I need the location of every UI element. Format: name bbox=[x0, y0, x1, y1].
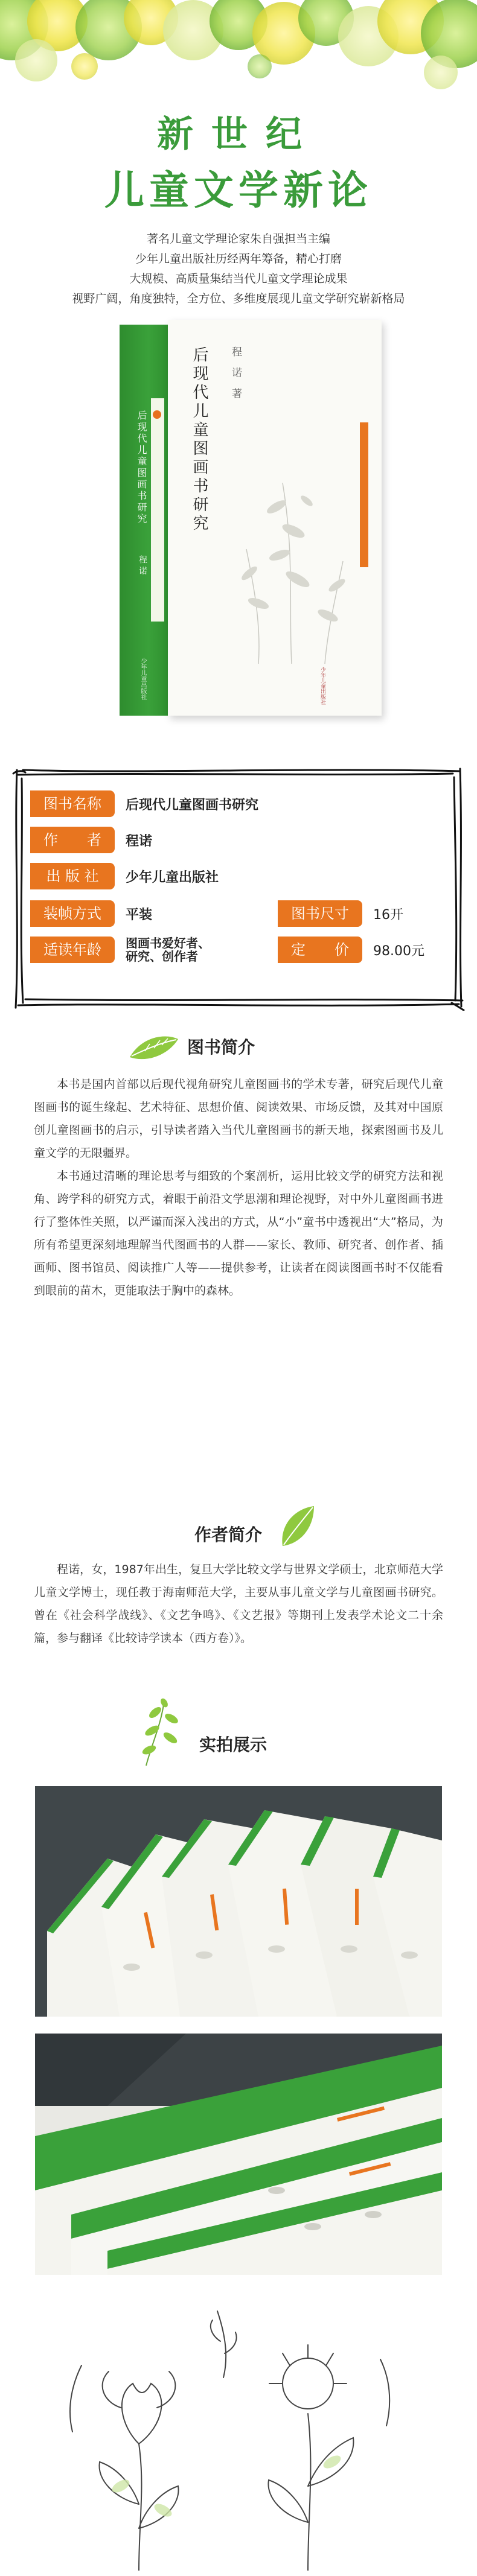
age-value-line1: 图画书爱好者、 bbox=[126, 936, 210, 950]
cover-orange-strip bbox=[360, 422, 368, 567]
book-cover-image bbox=[120, 320, 382, 716]
book-intro-paragraph: 本书通过清晰的理论思考与细致的个案剖析，运用比较文学的研究方法和视角、跨学科的研究方式，着眼于前沿文学思潮和理论视野，对中外儿童图画书进行了整体性关照，以严谨而深入浅出的方式，从“小”童书中透视出“大”格局，为所有希望更深刻地理解当代图画书的人群——家长、教师、研究者、创作者、插画师、图书馆员、阅读推广人等——提供参考，让读者在阅读图画书时不仅能看到眼前的苗木，更能取法于胸中的森林。 bbox=[34, 1169, 443, 1297]
info-row-author bbox=[30, 827, 152, 853]
price-label: 定 价 bbox=[278, 937, 362, 963]
intro-line: 少年儿童出版社历经两年筹备，精心打磨 bbox=[135, 252, 342, 266]
book-name-value: 后现代儿童图画书研究 bbox=[126, 797, 259, 813]
spine-title: 后现代儿童图画书研究 bbox=[136, 410, 147, 525]
leaf-branch-icon bbox=[128, 1694, 194, 1767]
intro-line: 著名儿童文学理论家朱自强担当主编 bbox=[146, 232, 330, 246]
spine-author: 程 诺 bbox=[138, 555, 147, 575]
hero-title-line2: 儿童文学新论 bbox=[104, 167, 373, 214]
spine-strip bbox=[151, 398, 164, 622]
size-value: 16开 bbox=[373, 907, 403, 923]
age-value-line2: 研究、创作者 bbox=[126, 949, 198, 964]
spine-dot bbox=[153, 410, 161, 419]
intro-lines bbox=[0, 229, 477, 309]
cover-author: 程 诺 著 bbox=[229, 346, 242, 402]
book-intro-body bbox=[34, 1073, 443, 1302]
book-front-cover bbox=[168, 320, 382, 716]
leaf-icon bbox=[277, 1504, 319, 1551]
size-label: 图书尺寸 bbox=[278, 900, 362, 927]
info-row-price bbox=[278, 937, 424, 963]
photos-heading: 实拍展示 bbox=[199, 1735, 267, 1755]
binding-value: 平装 bbox=[126, 907, 153, 923]
info-row-age bbox=[30, 937, 210, 963]
age-label: 适读年龄 bbox=[30, 937, 115, 963]
cover-title: 后现代儿童图画书研究 bbox=[190, 346, 208, 533]
plant-illustration bbox=[222, 459, 361, 664]
author-intro-body bbox=[34, 1558, 443, 1650]
publisher-value: 少年儿童出版社 bbox=[126, 870, 219, 885]
spine-publisher: 少年儿童出版社 bbox=[139, 658, 146, 700]
book-intro-paragraph: 本书是国内首部以后现代视角研究儿童图画书的学术专著，研究后现代儿童图画书的诞生缘起、艺术特征、思想价值、阅读效果、市场反馈，及其对中国原创儿童图画书的启示，引导读者踏入当代儿童图画书的新天地，探索图画书及儿童文学的无限疆界。 bbox=[34, 1078, 443, 1160]
binding-label: 装帧方式 bbox=[30, 900, 115, 927]
watercolor-banner bbox=[0, 0, 477, 109]
photo-books-fanned-2 bbox=[35, 2034, 442, 2275]
photo-books-fanned-1 bbox=[35, 1786, 442, 2017]
book-intro-heading: 图书简介 bbox=[187, 1037, 255, 1057]
publisher-label: 出 版 社 bbox=[30, 863, 115, 889]
author-value: 程诺 bbox=[126, 833, 153, 849]
hero-title-line1: 新世纪 bbox=[157, 113, 320, 156]
price-value: 98.00元 bbox=[373, 943, 424, 959]
info-row-name bbox=[30, 790, 258, 817]
flower-sketch-illustration bbox=[48, 2305, 429, 2571]
info-row-size bbox=[278, 900, 403, 927]
book-info-panel bbox=[12, 766, 465, 1011]
leaf-icon bbox=[127, 1033, 181, 1063]
info-row-publisher bbox=[30, 863, 219, 889]
author-intro-heading: 作者简介 bbox=[194, 1525, 263, 1545]
author-intro-paragraph: 程诺，女，1987年出生，复旦大学比较文学与世界文学硕士，北京师范大学儿童文学博士，现任教于海南师范大学，主要从事儿童文学与儿童图画书研究。曾在《社会科学战线》、《文艺争鸣》、《文艺报》等期刊上发表学术论文二十余篇，参与翻译《比较诗学读本（西方卷）》。 bbox=[34, 1563, 443, 1645]
info-row-binding bbox=[30, 900, 152, 927]
intro-line: 视野广阔，角度独特，全方位、多维度展现儿童文学研究崭新格局 bbox=[72, 292, 405, 305]
cover-publisher: 少年儿童出版社 bbox=[319, 667, 325, 705]
author-label: 作 者 bbox=[30, 827, 115, 853]
age-value bbox=[126, 937, 210, 963]
book-name-label: 图书名称 bbox=[30, 790, 115, 817]
intro-line: 大规模、高质量集结当代儿童文学理论成果 bbox=[129, 272, 348, 285]
